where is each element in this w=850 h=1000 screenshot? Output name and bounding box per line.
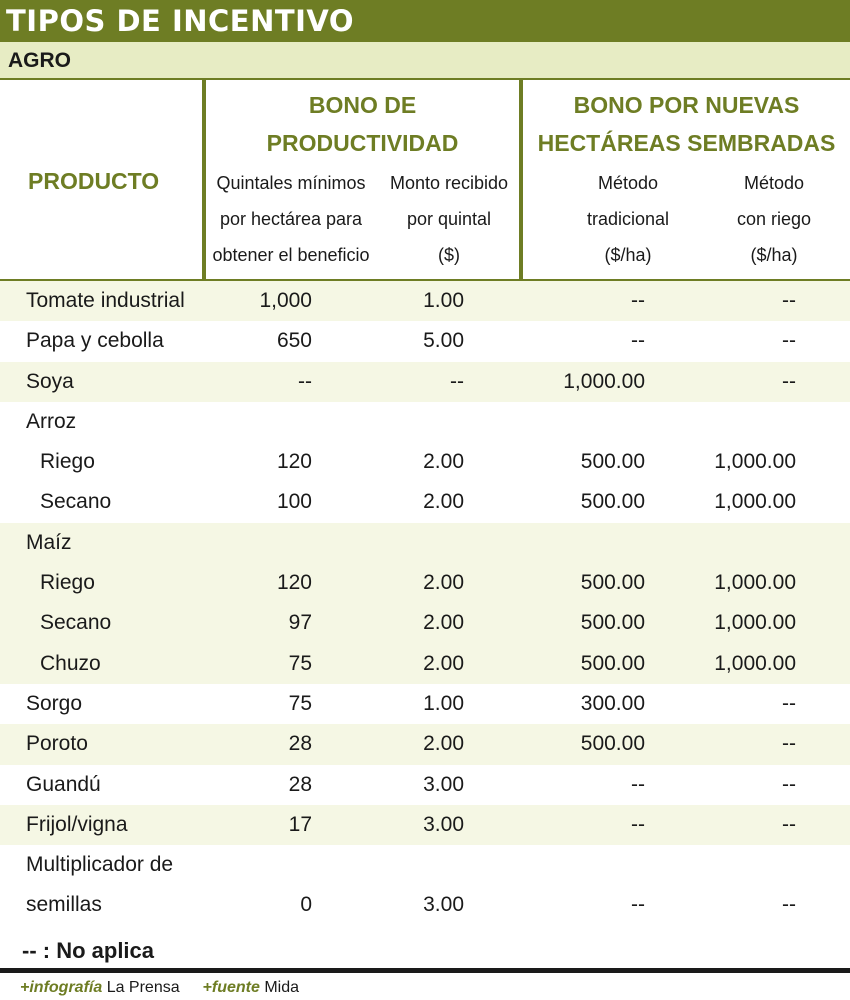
quintales-cell: -- (298, 369, 312, 393)
tradicional-cell: 300.00 (580, 691, 645, 715)
product-name: Sorgo (26, 691, 83, 715)
riego-cell: -- (782, 329, 796, 353)
column-header-riego (704, 165, 844, 273)
table-row (0, 724, 850, 764)
legend-note: -- : No aplica (22, 938, 155, 963)
tradicional-cell: -- (631, 289, 645, 312)
product-name: Soya (26, 369, 74, 393)
column-header-line: Quintales mínimos (216, 173, 366, 193)
monto-cell: 2.00 (423, 651, 464, 675)
quintales-cell: 120 (276, 571, 312, 595)
table-row (0, 523, 850, 563)
product-name: Poroto (26, 732, 88, 756)
table-row (0, 362, 850, 402)
column-header-line: Método (743, 173, 805, 193)
riego-cell: -- (782, 772, 796, 796)
table-row (0, 765, 850, 805)
section-label: AGRO (0, 42, 850, 80)
table-row (0, 805, 850, 845)
tradicional-cell: -- (631, 329, 645, 353)
tradicional-cell: 500.00 (580, 450, 645, 474)
footer-divider (0, 968, 850, 973)
riego-cell: 1,000.00 (714, 571, 796, 595)
table-row (0, 402, 850, 442)
tradicional-cell: 500.00 (580, 490, 645, 514)
table-row (0, 321, 850, 361)
monto-cell: 3.00 (423, 812, 464, 836)
riego-cell: -- (782, 691, 796, 715)
product-name: Chuzo (40, 651, 101, 675)
incentive-table (0, 281, 850, 925)
column-header-line: Monto recibido (389, 173, 509, 193)
table-row (0, 281, 850, 321)
group-title-line: PRODUCTIVIDAD (266, 130, 459, 156)
credits-footer (20, 977, 299, 999)
table-row (0, 442, 850, 482)
column-header-line: por hectárea para (219, 209, 363, 229)
column-header-line: por quintal (406, 209, 492, 229)
infografia-value: La Prensa (106, 979, 180, 996)
table-row (0, 644, 850, 684)
product-name: Guandú (26, 772, 101, 796)
table-row (0, 563, 850, 603)
monto-cell: 3.00 (423, 893, 464, 917)
column-header-line: ($/ha) (750, 245, 798, 265)
fuente-label: +fuente (202, 979, 260, 996)
riego-cell: -- (782, 893, 796, 917)
group-title-line: HECTÁREAS SEMBRADAS (537, 130, 836, 156)
tradicional-cell: 500.00 (580, 611, 645, 635)
group-title-productividad (206, 86, 519, 162)
product-group-name: Arroz (26, 409, 77, 433)
infografia-label: +infografía (20, 979, 103, 996)
column-header-line: Método (597, 173, 659, 193)
product-name: Riego (40, 571, 95, 595)
table-row (0, 603, 850, 643)
table-row (0, 845, 850, 925)
monto-cell: 1.00 (423, 289, 464, 312)
quintales-cell: 650 (276, 329, 312, 353)
quintales-cell: 28 (288, 772, 312, 796)
column-header-producto: PRODUCTO (28, 168, 160, 194)
monto-cell: 1.00 (423, 691, 464, 715)
product-name: Frijol/vigna (26, 812, 128, 836)
monto-cell: 5.00 (423, 329, 464, 353)
column-header-tradicional (548, 165, 708, 273)
column-header-line: con riego (736, 209, 812, 229)
riego-cell: -- (782, 369, 796, 393)
fuente-value: Mida (264, 979, 300, 996)
riego-cell: -- (782, 812, 796, 836)
tradicional-cell: 500.00 (580, 732, 645, 756)
quintales-cell: 120 (276, 450, 312, 474)
column-header-line: tradicional (586, 209, 670, 229)
tradicional-cell: 1,000.00 (563, 369, 645, 393)
quintales-cell: 75 (288, 651, 312, 675)
quintales-cell: 1,000 (259, 289, 312, 312)
riego-cell: 1,000.00 (714, 651, 796, 675)
riego-cell: 1,000.00 (714, 490, 796, 514)
product-name: Tomate industrial (26, 289, 185, 312)
quintales-cell: 0 (300, 893, 312, 917)
riego-cell: -- (782, 289, 796, 312)
group-title-line: BONO POR NUEVAS (573, 92, 800, 118)
riego-cell: -- (782, 732, 796, 756)
tradicional-cell: 500.00 (580, 651, 645, 675)
monto-cell: -- (450, 369, 464, 393)
monto-cell: 3.00 (423, 772, 464, 796)
product-group-name: Maíz (26, 530, 72, 554)
group-title-hectareas (523, 86, 850, 162)
product-name: Riego (40, 450, 95, 474)
product-name: Secano (40, 490, 112, 514)
monto-cell: 2.00 (423, 732, 464, 756)
column-header-line: ($) (438, 245, 460, 265)
riego-cell: 1,000.00 (714, 450, 796, 474)
quintales-cell: 75 (288, 691, 312, 715)
product-name: Secano (40, 611, 112, 635)
monto-cell: 2.00 (423, 571, 464, 595)
quintales-cell: 97 (288, 611, 312, 635)
table-row (0, 684, 850, 724)
quintales-cell: 17 (288, 812, 312, 836)
tradicional-cell: -- (631, 812, 645, 836)
quintales-cell: 28 (288, 732, 312, 756)
column-header-line: ($/ha) (604, 245, 652, 265)
table-row (0, 482, 850, 522)
tradicional-cell: -- (631, 772, 645, 796)
monto-cell: 2.00 (423, 450, 464, 474)
group-title-line: BONO DE (308, 92, 417, 118)
tradicional-cell: 500.00 (580, 571, 645, 595)
column-header-line: obtener el beneficio (212, 245, 370, 265)
page-title: TIPOS DE INCENTIVO (0, 0, 850, 42)
quintales-cell: 100 (276, 490, 312, 514)
monto-cell: 2.00 (423, 490, 464, 514)
riego-cell: 1,000.00 (714, 611, 796, 635)
product-name: Papa y cebolla (26, 329, 164, 353)
column-header-monto (384, 165, 514, 273)
column-header-quintales (206, 165, 376, 273)
monto-cell: 2.00 (423, 611, 464, 635)
tradicional-cell: -- (631, 893, 645, 917)
product-name: Multiplicador de semillas (26, 853, 174, 917)
